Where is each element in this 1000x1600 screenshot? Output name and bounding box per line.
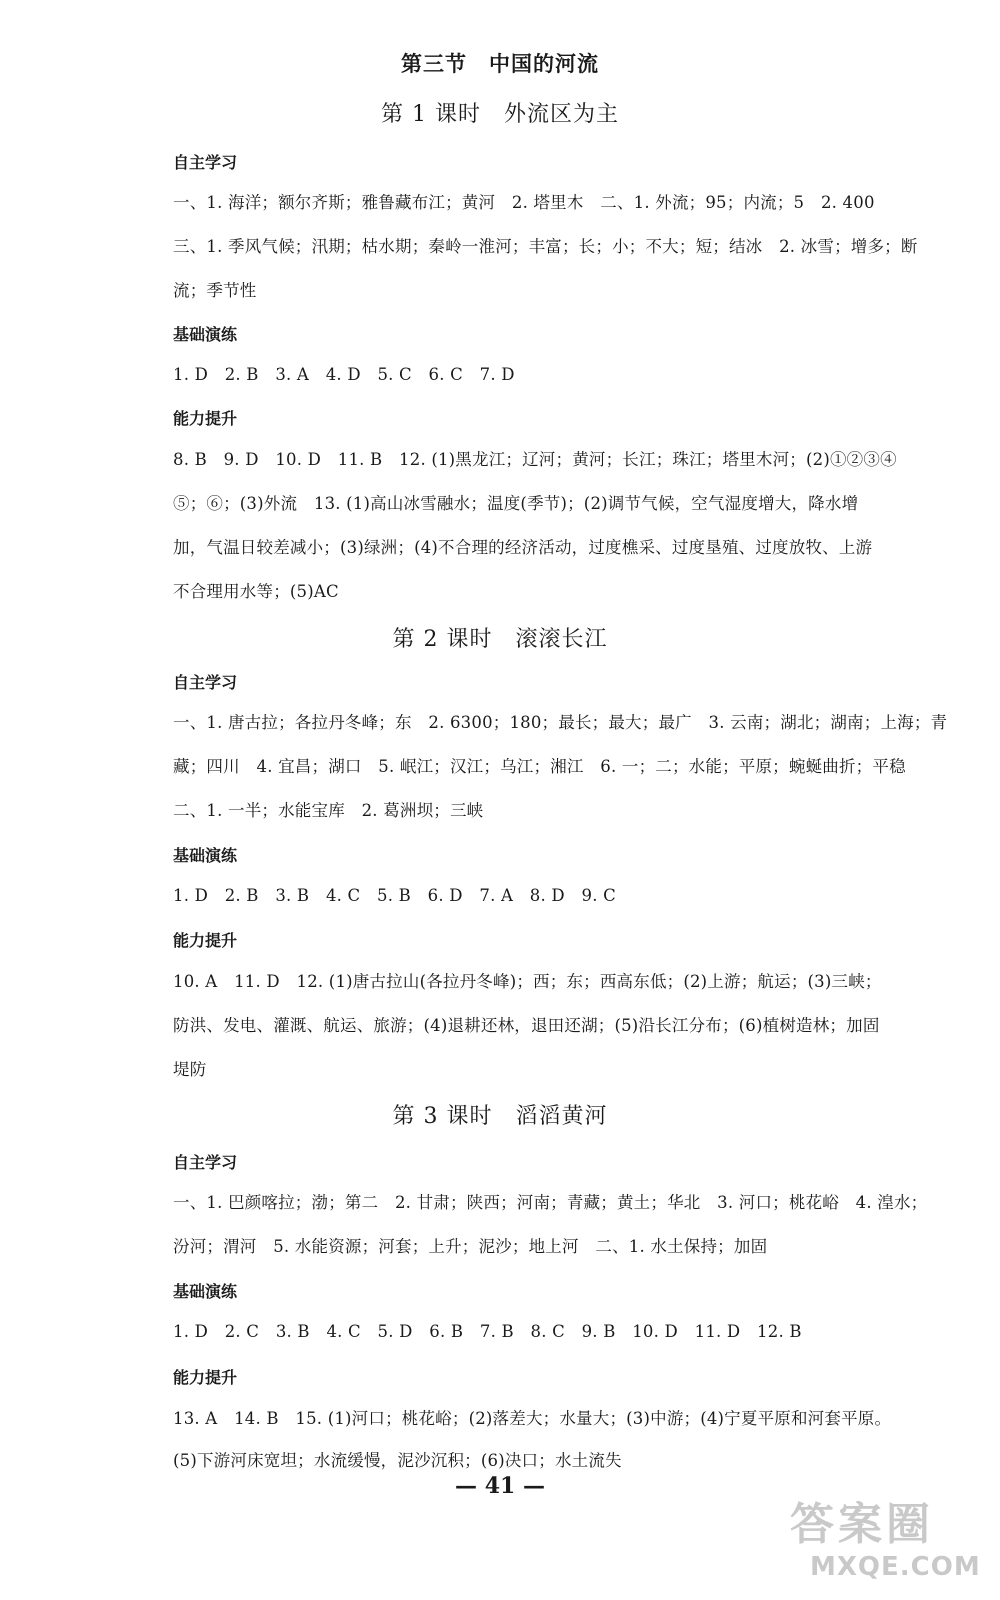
watermark-logo: 答案圈 <box>790 1499 934 1550</box>
lesson-title-2: 第 2 课时 滚滚长江 <box>392 627 608 652</box>
answer-line: 加，气温日较差减小；(3)绿洲；(4)不合理的经济活动，过度樵采、过度垦殖、过度放牧、上游 <box>173 538 873 557</box>
answer-line: 不合理用水等；(5)AC <box>173 582 339 601</box>
answer-line: 1. D 2. B 3. B 4. C 5. B 6. D 7. A 8. D 9. C <box>173 886 616 905</box>
answer-line: 一、1. 唐古拉；各拉丹冬峰；东 2. 6300；180；最长；最大；最广 3. 云南；湖北；湖南；上海；青 <box>173 713 948 732</box>
answer-line: (5)下游河床宽坦；水流缓慢，泥沙沉积；(6)决口；水土流失 <box>173 1451 622 1470</box>
heading-self-study-2: 自主学习 <box>173 673 238 692</box>
answer-line: 三、1. 季风气候；汛期；枯水期；秦岭一淮河；丰富；长；小；不大；短；结冰 2. 冰雪；增多；断 <box>173 237 918 256</box>
answer-line: 一、1. 巴颜喀拉；渤；第二 2. 甘肃；陕西；河南；青藏；黄土；华北 3. 河口；桃花峪 4. 湟水； <box>173 1193 928 1212</box>
answer-line: 流；季节性 <box>173 281 257 300</box>
page-number: — 41 — <box>455 1473 545 1499</box>
watermark-url: MXQE.COM <box>810 1552 981 1582</box>
answer-line: 10. A 11. D 12. (1)唐古拉山(各拉丹冬峰)；西；东；西高东低；(2)上游；航运；(3)三峡； <box>173 972 882 991</box>
lesson-title-3: 第 3 课时 滔滔黄河 <box>392 1104 608 1129</box>
site-watermark <box>790 1500 990 1595</box>
answer-line: 8. B 9. D 10. D 11. B 12. (1)黑龙江；辽河；黄河；长江；珠江；塔里木河；(2)①②③④ <box>173 450 897 469</box>
answer-line: ⑤；⑥；(3)外流 13. (1)高山冰雪融水；温度(季节)；(2)调节气候，空气湿度增大，降水增 <box>173 494 859 513</box>
answer-line: 藏；四川 4. 宜昌；湖口 5. 岷江；汉江；乌江；湘江 6. 一；二；水能；平原；蜿蜒曲折；平稳 <box>173 757 906 776</box>
lesson-title-1: 第 1 课时 外流区为主 <box>381 102 619 127</box>
heading-ability-1: 能力提升 <box>173 409 238 428</box>
answer-line: 13. A 14. B 15. (1)河口；桃花峪；(2)落差大；水量大；(3)中游；(4)宁夏平原和河套平原。 <box>173 1409 892 1428</box>
answer-line: 二、1. 一半；水能宝库 2. 葛洲坝；三峡 <box>173 801 484 820</box>
heading-ability-3: 能力提升 <box>173 1368 238 1387</box>
answer-line: 一、1. 海洋；额尔齐斯；雅鲁藏布江；黄河 2. 塔里木 二、1. 外流；95；内流；5 2. 400 <box>173 193 875 212</box>
section-title: 第三节 中国的河流 <box>401 52 599 76</box>
heading-basic-practice-1: 基础演练 <box>173 325 238 344</box>
heading-basic-practice-2: 基础演练 <box>173 846 238 865</box>
answer-line: 1. D 2. B 3. A 4. D 5. C 6. C 7. D <box>173 365 515 384</box>
answer-line: 汾河；渭河 5. 水能资源；河套；上升；泥沙；地上河 二、1. 水土保持；加固 <box>173 1237 768 1256</box>
answer-line: 堤防 <box>173 1060 207 1079</box>
answer-line: 防洪、发电、灌溉、航运、旅游；(4)退耕还林，退田还湖；(5)沿长江分布；(6)植树造林；加固 <box>173 1016 880 1035</box>
heading-ability-2: 能力提升 <box>173 931 238 950</box>
answer-line: 1. D 2. C 3. B 4. C 5. D 6. B 7. B 8. C 9. B 10. D 11. D 12. B <box>173 1322 802 1341</box>
heading-basic-practice-3: 基础演练 <box>173 1282 238 1301</box>
heading-self-study-1: 自主学习 <box>173 153 238 172</box>
heading-self-study-3: 自主学习 <box>173 1153 238 1172</box>
